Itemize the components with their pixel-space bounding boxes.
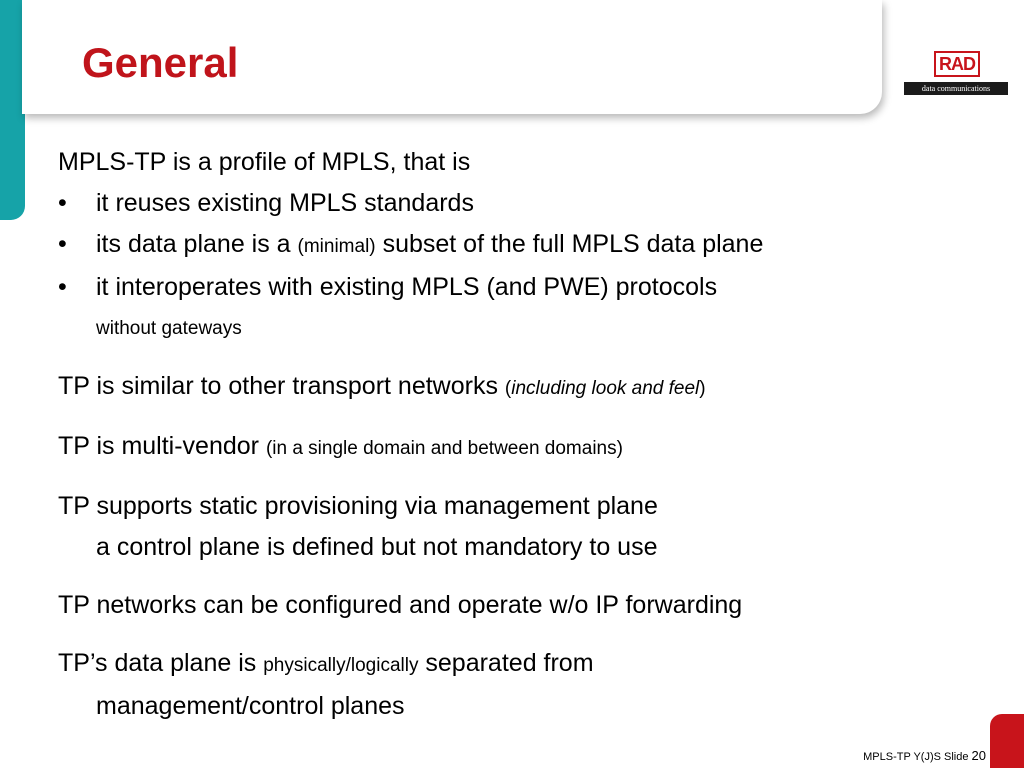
body-text: TP is similar to other transport networks	[58, 372, 505, 400]
body-text-small: physically/logically	[263, 655, 419, 676]
body-text-small: (in a single domain and between domains)	[265, 438, 623, 459]
bullet-dot: •	[58, 189, 67, 217]
bullet-text-small: (minimal)	[297, 236, 376, 257]
body-text: separated from	[418, 649, 594, 677]
body-line-continuation: management/control planes	[96, 692, 405, 720]
bullet-item	[58, 267, 958, 308]
body-line-provisioning: TP supports static provisioning via management plane	[58, 492, 658, 520]
body-line-ip-forwarding: TP networks can be configured and operate w/o IP forwarding	[58, 591, 743, 619]
bullet-text: it interoperates with existing MPLS (and PWE) protocols	[96, 273, 718, 301]
bullet-dot: •	[58, 273, 67, 301]
rad-logo	[904, 51, 1008, 97]
logo-brand: RAD	[934, 51, 980, 77]
body-text-italic: including look and feel	[511, 378, 700, 399]
body-line-continuation: a control plane is defined but not mandatory to use	[96, 533, 658, 561]
body-text: TP’s data plane is	[58, 649, 264, 677]
body-line-profile: MPLS-TP is a profile of MPLS, that is	[58, 148, 471, 176]
corner-accent	[990, 714, 1024, 768]
body-line-transport	[58, 366, 958, 409]
bullet-item	[58, 224, 958, 267]
slide-body	[58, 142, 958, 727]
body-line-separation	[58, 643, 958, 686]
bullet-item	[58, 183, 958, 224]
bullet-text: its data plane is a	[96, 230, 298, 258]
bullet-text: subset of the full MPLS data plane	[375, 230, 764, 258]
footer-label: MPLS-TP Y(J)S Slide	[863, 751, 969, 763]
slide-title: General	[82, 39, 239, 86]
body-text: TP is multi-vendor	[58, 432, 266, 460]
body-line-multivendor	[58, 426, 958, 469]
bullet-dot: •	[58, 230, 67, 258]
logo-tagline: data communications	[904, 82, 1008, 95]
body-text-small: (	[504, 378, 512, 399]
bullet-text: it reuses existing MPLS standards	[96, 189, 474, 217]
slide-number: 20	[971, 748, 986, 763]
bullet-continuation: without gateways	[96, 318, 242, 339]
body-text-small: )	[699, 378, 706, 399]
slide-footer	[863, 748, 986, 763]
